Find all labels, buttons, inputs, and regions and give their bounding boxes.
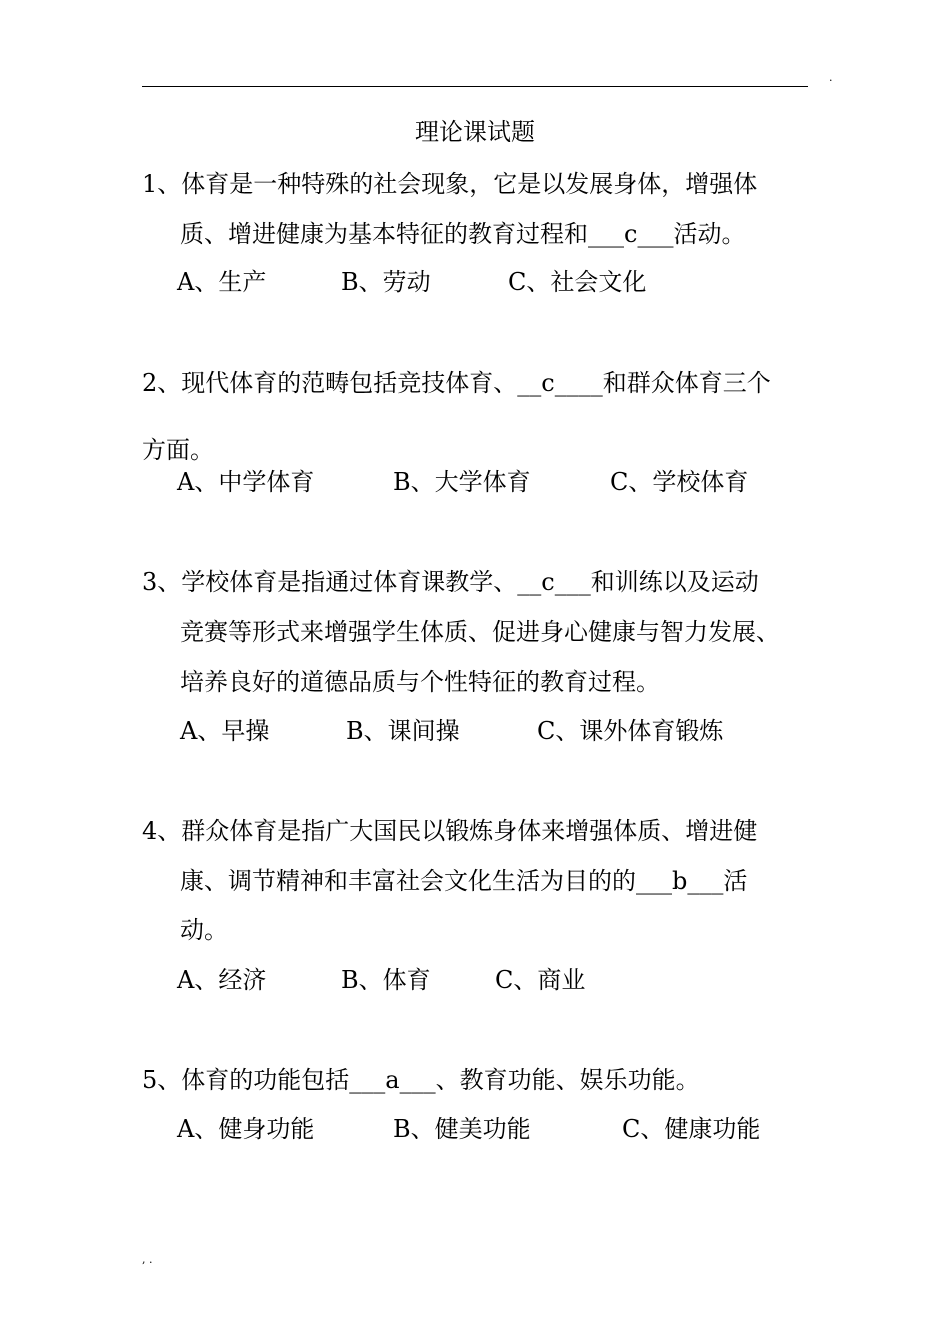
header-mark: . [829, 71, 833, 84]
question-1-option-b: B、劳动 [341, 268, 431, 296]
document-title: 理论课试题 [415, 118, 535, 146]
question-4-option-b: B、体育 [341, 966, 431, 994]
question-4-options [0, 964, 950, 996]
question-2-option-b: B、大学体育 [393, 468, 531, 496]
question-1-line-1: 1、体育是一种特殊的社会现象，它是以发展身体，增强体 [142, 170, 758, 198]
question-2-option-c: C、学校体育 [610, 468, 749, 496]
question-3-line-1: 3、学校体育是指通过体育课教学、__c___和训练以及运动 [142, 568, 759, 596]
question-5-options [0, 1113, 950, 1145]
question-1-line-2: 质、增进健康为基本特征的教育过程和___c___活动。 [180, 220, 746, 248]
question-5-option-a: A、健身功能 [177, 1115, 315, 1143]
question-4-line-3: 动。 [180, 916, 228, 944]
footer-mark: , . [142, 1253, 153, 1266]
question-3-line-3: 培养良好的道德品质与个性特征的教育过程。 [180, 668, 660, 696]
question-1-option-a: A、生产 [177, 268, 267, 296]
question-4-option-c: C、商业 [495, 966, 586, 994]
question-4-line-1: 4、群众体育是指广大国民以锻炼身体来增强体质、增进健 [142, 817, 758, 845]
question-3-option-b: B、课间操 [346, 717, 460, 745]
question-2-line-1: 2、现代体育的范畴包括竞技体育、__c____和群众体育三个 [142, 369, 771, 397]
question-3-option-a: A、早操 [180, 717, 270, 745]
question-5-option-b: B、健美功能 [393, 1115, 531, 1143]
question-2-options [0, 466, 950, 498]
question-3-options [0, 715, 950, 747]
question-5-line-1: 5、体育的功能包括___a___、教育功能、娱乐功能。 [142, 1066, 700, 1094]
question-2-option-a: A、中学体育 [177, 468, 315, 496]
question-3-option-c: C、课外体育锻炼 [537, 717, 724, 745]
question-1-options [0, 266, 950, 298]
question-2-line-2: 方面。 [142, 436, 214, 464]
question-3-line-2: 竞赛等形式来增强学生体质、促进身心健康与智力发展、 [180, 618, 780, 646]
header-rule [142, 86, 808, 87]
question-4-line-2: 康、调节精神和丰富社会文化生活为目的的___b___活 [180, 867, 748, 895]
question-1-option-c: C、社会文化 [508, 268, 647, 296]
question-4-option-a: A、经济 [177, 966, 267, 994]
question-5-option-c: C、健康功能 [622, 1115, 761, 1143]
